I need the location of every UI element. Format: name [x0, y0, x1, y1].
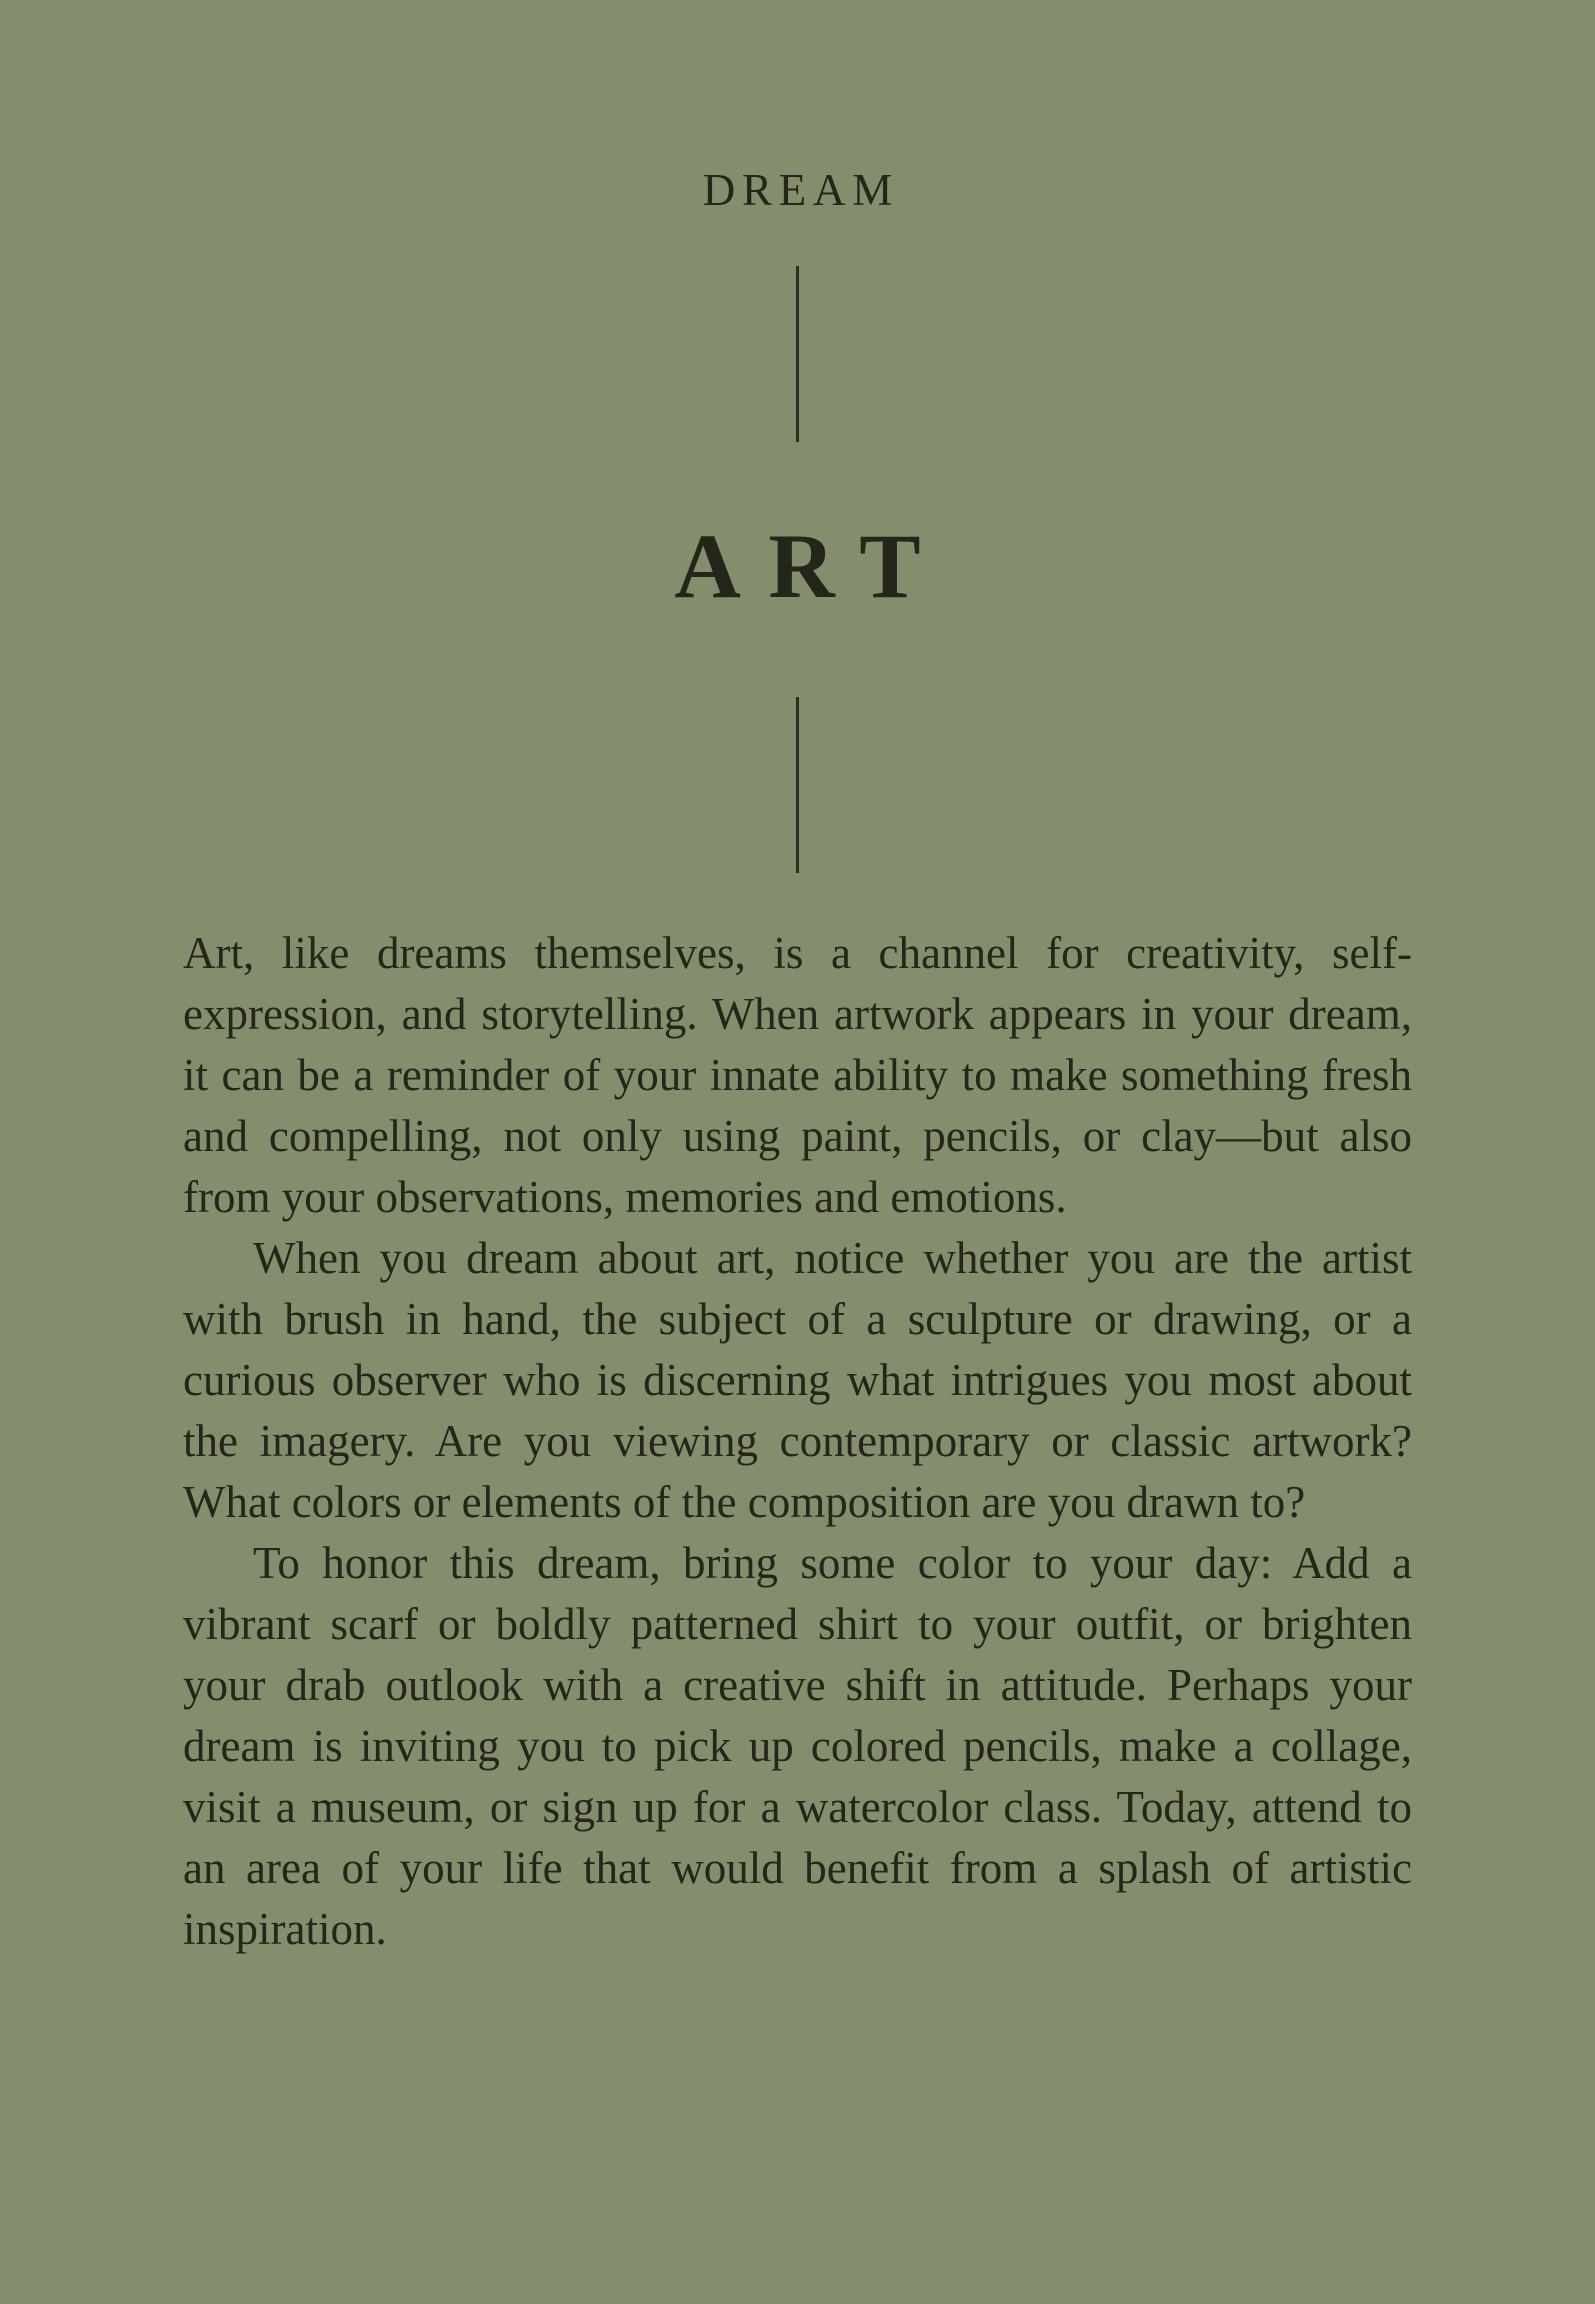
divider-line-top — [796, 266, 799, 442]
chapter-title: ART — [674, 515, 949, 617]
body-paragraph-2: When you dream about art, notice whether you are the artist with brush in hand, the subject of a sculpture or drawing, or a curious observer who is discerning what intrigues you most about the imagery. Are you viewing contemporary or classic artwork? What colors or elements of the composition are you drawn to? — [183, 1233, 1412, 1527]
series-kicker: DREAM — [702, 165, 899, 215]
body-text-block — [183, 923, 1412, 1960]
body-paragraph-3: To honor this dream, bring some color to your day: Add a vibrant scarf or boldly patterned shirt to your outfit, or brighten your drab outlook with a creative shift in attitude. Perhaps your dream is inviting you to pick up colored pencils, make a collage, visit a museum, or sign up for a watercolor class. Today, attend to an area of your life that would benefit from a splash of artistic inspiration. — [183, 1538, 1412, 1954]
divider-line-bottom — [796, 697, 799, 873]
body-paragraph-1: Art, like dreams themselves, is a channel for creativity, self-expression, and storytelling. When artwork appears in your dream, it can be a reminder of your innate ability to make something fresh and compelling, not only using paint, pencils, or clay—but also from your observations, memories and emotions. — [183, 928, 1412, 1222]
